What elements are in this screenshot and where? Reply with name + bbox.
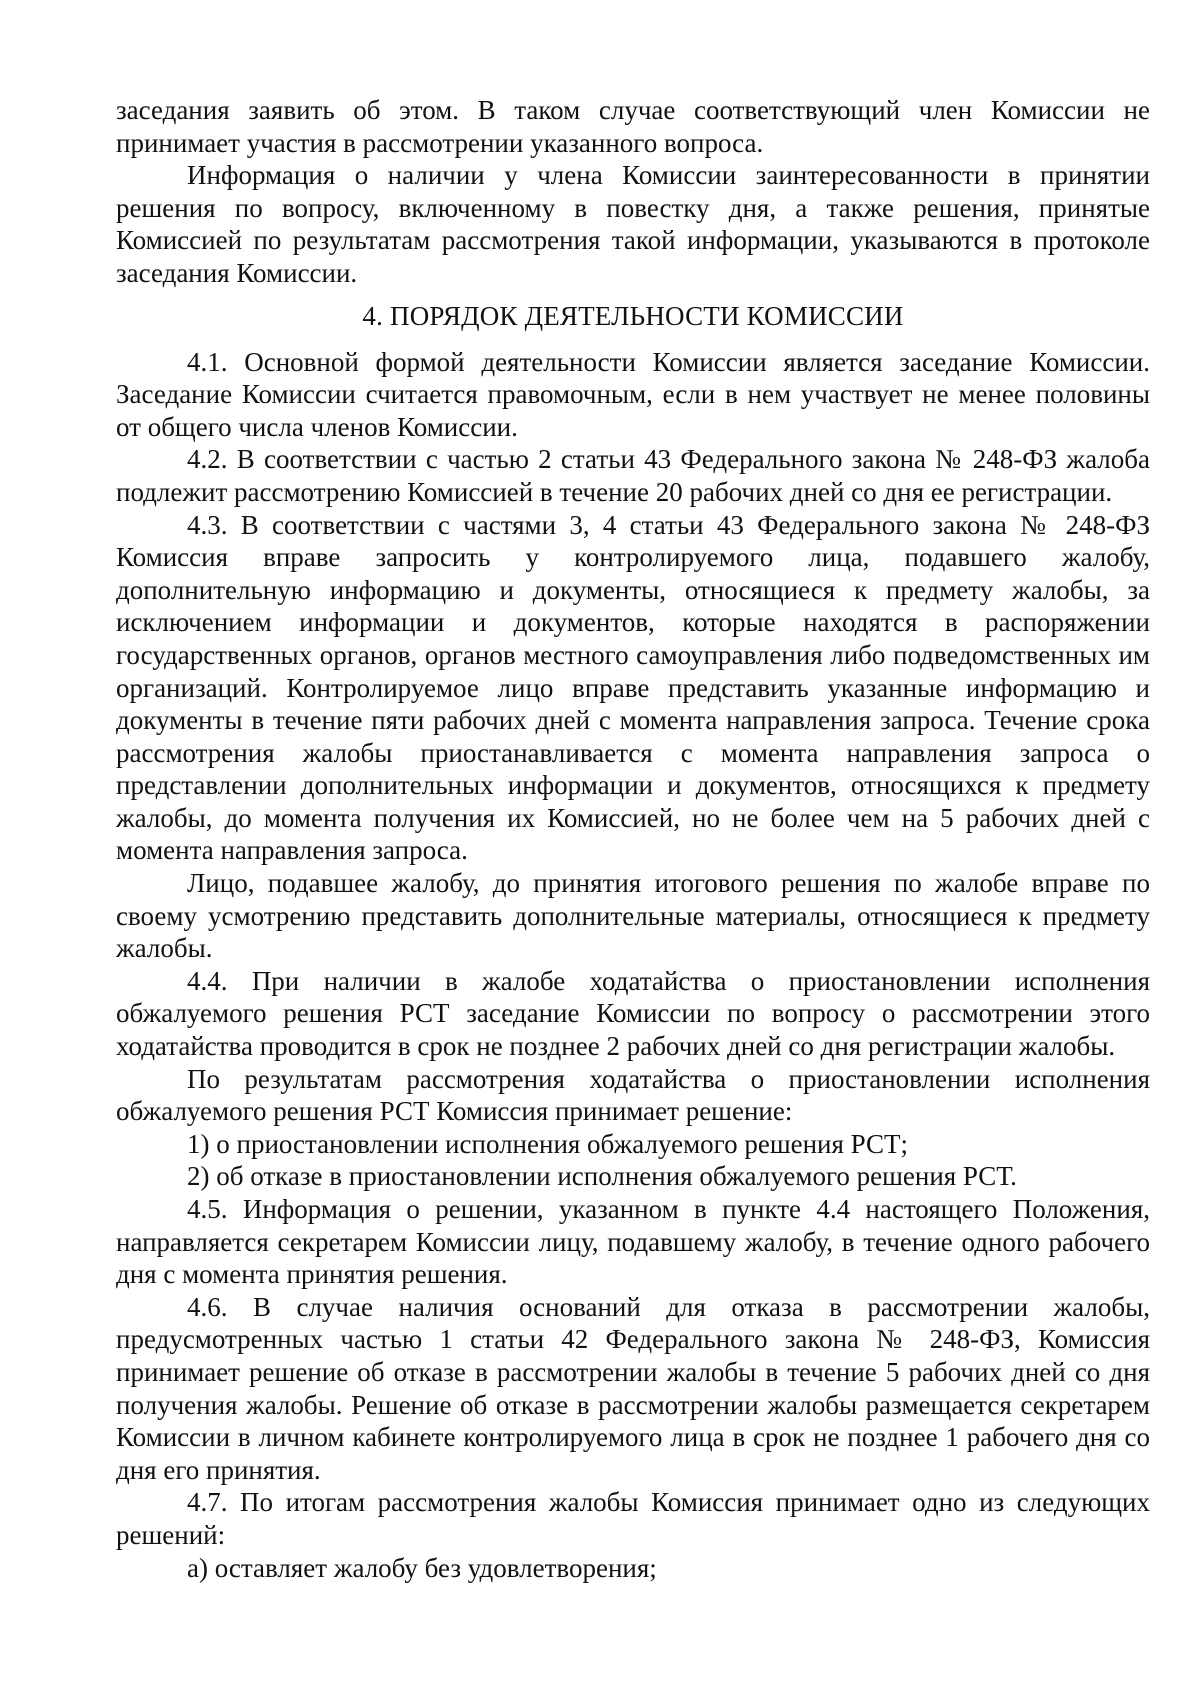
paragraph-4-4: 4.4. При наличии в жалобе ходатайства о приостановлении исполнения обжалуемого решения РСТ заседание Комиссии по вопросу о рассмотрении этого ходатайства проводится в срок не позднее 2 рабочих дней со дня регистрации жалобы.	[116, 965, 1150, 1062]
paragraph-additional-materials: Лицо, подавшее жалобу, до принятия итогового решения по жалобе вправе по своему усмотрению представить дополнительные материалы, относящиеся к предмету жалобы.	[116, 868, 1150, 964]
list-item-1: 1) о приостановлении исполнения обжалуемого решения РСТ;	[187, 1128, 909, 1159]
paragraph-petition-decision: По результатам рассмотрения ходатайства о приостановлении исполнения обжалуемого решения РСТ Комиссия принимает решение:	[116, 1063, 1150, 1127]
document-page	[116, 94, 1150, 1584]
paragraph-4-2: 4.2. В соответствии с частью 2 статьи 43 Федерального закона № 248-ФЗ жалоба подлежит рассмотрению Комиссией в течение 20 рабочих дней со дня ее регистрации.	[116, 444, 1150, 507]
section-heading: 4. ПОРЯДОК ДЕЯТЕЛЬНОСТИ КОМИССИИ	[362, 300, 904, 331]
list-item-a: а) оставляет жалобу без удовлетворения;	[187, 1552, 657, 1583]
paragraph-4-7: 4.7. По итогам рассмотрения жалобы Комиссия принимает одно из следующих решений:	[116, 1487, 1150, 1550]
list-item-2: 2) об отказе в приостановлении исполнения обжалуемого решения РСТ.	[187, 1161, 1017, 1192]
paragraph-conflict-of-interest: Информация о наличии у члена Комиссии заинтересованности в принятии решения по вопросу, включенному в повестку дня, а также решения, принятые Комиссией по результатам рассмотрения такой информации, указываются в протоколе заседания Комиссии.	[116, 160, 1150, 288]
paragraph-continuation: заседания заявить об этом. В таком случае соответствующий член Комиссии не принимает участия в рассмотрении указанного вопроса.	[116, 95, 1150, 158]
paragraph-4-5: 4.5. Информация о решении, указанном в пункте 4.4 настоящего Положения, направляется секретарем Комиссии лицу, подавшему жалобу, в течение одного рабочего дня с момента принятия решения.	[116, 1194, 1150, 1290]
paragraph-4-3: 4.3. В соответствии с частями 3, 4 статьи 43 Федерального закона № 248-ФЗ Комиссия вправе запросить у контролируемого лица, подавшего жалобу, дополнительную информацию и документы, относящиеся к предмету жалобы, за исключением информации и документов, которые находятся в распоряжении государственных органов, органов местного самоуправления либо подведомственных им организаций. Контролируемое лицо вправе представить указанные информацию и документы в течение пяти рабочих дней с момента направления запроса. Течение срока рассмотрения жалобы приостанавливается с момента направления запроса о представлении дополнительных информации и документов, относящихся к предмету жалобы, до момента получения их Комиссией, но не более чем на 5 рабочих дней с момента направления запроса.	[116, 509, 1150, 866]
paragraph-4-6: 4.6. В случае наличия оснований для отказа в рассмотрении жалобы, предусмотренных частью 1 статьи 42 Федерального закона № 248-ФЗ, Комиссия принимает решение об отказе в рассмотрении жалобы в течение 5 рабочих дней со дня получения жалобы. Решение об отказе в рассмотрении жалобы размещается секретарем Комиссии в личном кабинете контролируемого лица в срок не позднее 1 рабочего дня со дня его принятия.	[116, 1291, 1150, 1485]
paragraph-4-1: 4.1. Основной формой деятельности Комиссии является заседание Комиссии. Заседание Комиссии считается правомочным, если в нем участвует не менее половины от общего числа членов Комиссии.	[116, 346, 1150, 442]
